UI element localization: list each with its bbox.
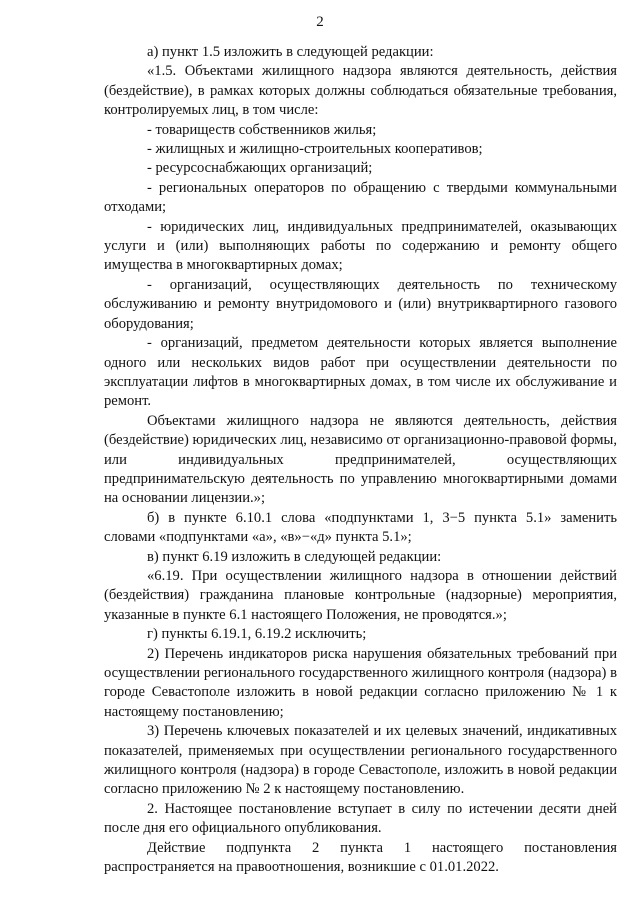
paragraph-exclusions: Объектами жилищного надзора не являются деятельность, действия (бездействие) юридических лиц, независимо от организационно-правовой формы, или индивидуальных предпринимателей, осуществляющих предпринимательскую деятельность по управлению многоквартирными домами на основании лицензии.»;: [104, 412, 617, 507]
page-number: 2: [316, 14, 324, 30]
paragraph-amendment-a: а) пункт 1.5 изложить в следующей редакции:: [147, 44, 434, 60]
paragraph-effective-date: 2. Настоящее постановление вступает в силу по истечении десяти дней после дня его официального опубликования.: [104, 800, 617, 837]
paragraph-item-2: 2) Перечень индикаторов риска нарушения обязательных требований при осуществлении регионального государственного жилищного контроля (надзора) в городе Севастополе изложить в новой редакции согласно приложению № 1 к настоящему постановлению;: [104, 645, 617, 720]
paragraph-item-3: 3) Перечень ключевых показателей и их целевых значений, индикативных показателей, применяемых при осуществлении регионального государственного жилищного контроля (надзора) в городе Севастополе, изложить в новой редакции согласно приложению № 2 к настоящему постановлению.: [104, 723, 617, 798]
list-item: - организаций, предметом деятельности которых является выполнение одного или нескольких видов работ при осуществлении деятельности по эксплуатации лифтов в многоквартирных домах, в том числе их обслуживание и ремонт.: [104, 335, 617, 410]
list-item: - юридических лиц, индивидуальных предпринимателей, оказывающих услуги и (или) выполняющих работы по содержанию и ремонту общего имущества в многоквартирных домах;: [104, 218, 617, 274]
list-item: - товариществ собственников жилья;: [147, 121, 377, 138]
document-body: [104, 43, 617, 877]
list-item: - организаций, осуществляющих деятельность по техническому обслуживанию и ремонту внутридомового и (или) внутриквартирного газового оборудования;: [104, 276, 617, 332]
list-item: - региональных операторов по обращению с твердыми коммунальными отходами;: [104, 179, 617, 216]
paragraph-amendment-b: б) в пункте 6.10.1 слова «подпунктами 1, 3−5 пункта 5.1» заменить словами «подпунктами «а», «в»−«д» пункта 5.1»;: [104, 509, 617, 546]
paragraph-amendment-v: в) пункт 6.19 изложить в следующей редакции:: [147, 548, 442, 565]
paragraph-applicability: Действие подпункта 2 пункта 1 настоящего постановления распространяется на правоотношения, возникшие с 01.01.2022.: [104, 839, 617, 876]
paragraph-amendment-g: г) пункты 6.19.1, 6.19.2 исключить;: [147, 626, 367, 643]
list-item: - ресурсоснабжающих организаций;: [147, 160, 373, 177]
paragraph-clause-1-5: «1.5. Объектами жилищного надзора являются деятельность, действия (бездействие), в рамках которых должны соблюдаться обязательные требования, контролируемых лиц, в том числе:: [104, 63, 617, 119]
paragraph-clause-6-19: «6.19. При осуществлении жилищного надзора в отношении действий (бездействия) гражданина плановые контрольные (надзорные) мероприятия, указанные в пункте 6.1 настоящего Положения, не проводятся.»;: [104, 567, 617, 623]
list-item: - жилищных и жилищно-строительных кооперативов;: [147, 141, 483, 158]
